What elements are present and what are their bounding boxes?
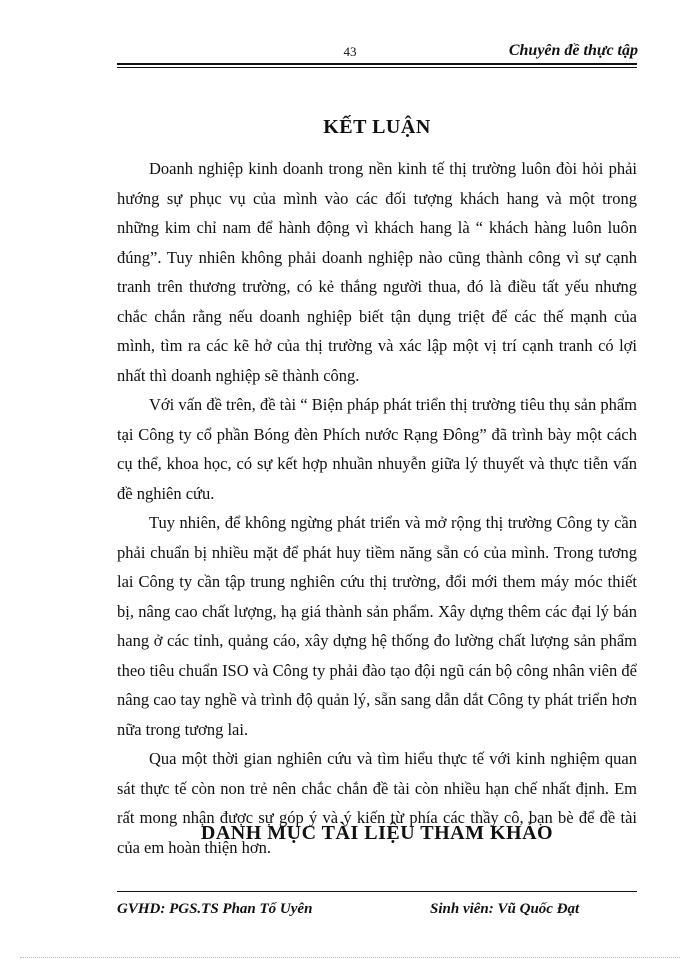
references-heading: DANH MỤC TÀI LIỆU THAM KHẢO bbox=[200, 822, 554, 844]
page-bottom-edge bbox=[20, 957, 680, 958]
page-number: 43 bbox=[343, 44, 357, 59]
conclusion-body bbox=[117, 154, 637, 862]
conclusion-paragraph-2: Với vấn đề trên, đề tài “ Biện pháp phát triển thị trường tiêu thụ sản phẩm tại Công ty cổ phần Bóng đèn Phích nước Rạng Đông” đã trình bày một cách cụ thể, khoa học, có sự kết hợp nhuần nhuyễn giữa lý thuyết và thực tiễn vấn đề nghiên cứu. bbox=[117, 395, 637, 503]
conclusion-paragraph-3: Tuy nhiên, để không ngừng phát triển và mở rộng thị trường Công ty cần phải chuẩn bị nhiều mặt để phát huy tiềm năng sẵn có của mình. Trong tương lai Công ty cần tập trung nghiên cứu thị trường, đổi mới them máy móc thiết bị, nâng cao chất lượng, hạ giá thành sản phẩm. Xây dựng thêm các đại lý bán hang ở các tỉnh, quảng cáo, xây dựng hệ thống đo lường chất lượng sản phẩm theo tiêu chuẩn ISO và Công ty phải đào tạo đội ngũ cán bộ công nhân viên để nâng cao tay nghề và trình độ quản lý, sẵn sang dẫn dắt Công ty phát triển hơn nữa trong tương lai. bbox=[117, 513, 637, 739]
footer-divider bbox=[117, 891, 637, 892]
conclusion-paragraph-4: Qua một thời gian nghiên cứu và tìm hiểu thực tế với kinh nghiệm quan sát thực tế còn non trẻ nên chắc chắn đề tài còn nhiều hạn chế nhất định. Em rất mong nhận được sự góp ý và ý kiến từ phía các thầy cô, bạn bè để đề tài của em hoàn thiện hơn. bbox=[117, 749, 637, 857]
footer-supervisor: GVHD: PGS.TS Phan Tố Uyên bbox=[117, 901, 313, 917]
header-divider bbox=[117, 63, 637, 68]
footer-student: Sinh viên: Vũ Quốc Đạt bbox=[430, 901, 580, 917]
header-title: Chuyên đề thực tập bbox=[508, 42, 638, 59]
conclusion-paragraph-1: Doanh nghiệp kinh doanh trong nền kinh tế thị trường luôn đòi hỏi phải hướng sự phục vụ của mình vào các đối tượng khách hang và một trong những kim chỉ nam để hành động vì khách hang là “ khách hàng luôn luôn đúng”. Tuy nhiên không phải doanh nghiệp nào cũng thành công vì sự cạnh tranh trên thương trường, có kẻ thắng người thua, đó là điều tất yếu nhưng chắc chắn rằng nếu doanh nghiệp biết tận dụng triệt để các thế mạnh của mình, tìm ra các kẽ hở của thị trường và xác lập một vị trí cạnh tranh có lợi nhất thì doanh nghiệp sẽ thành công. bbox=[117, 159, 637, 385]
conclusion-heading: KẾT LUẬN bbox=[323, 116, 431, 138]
